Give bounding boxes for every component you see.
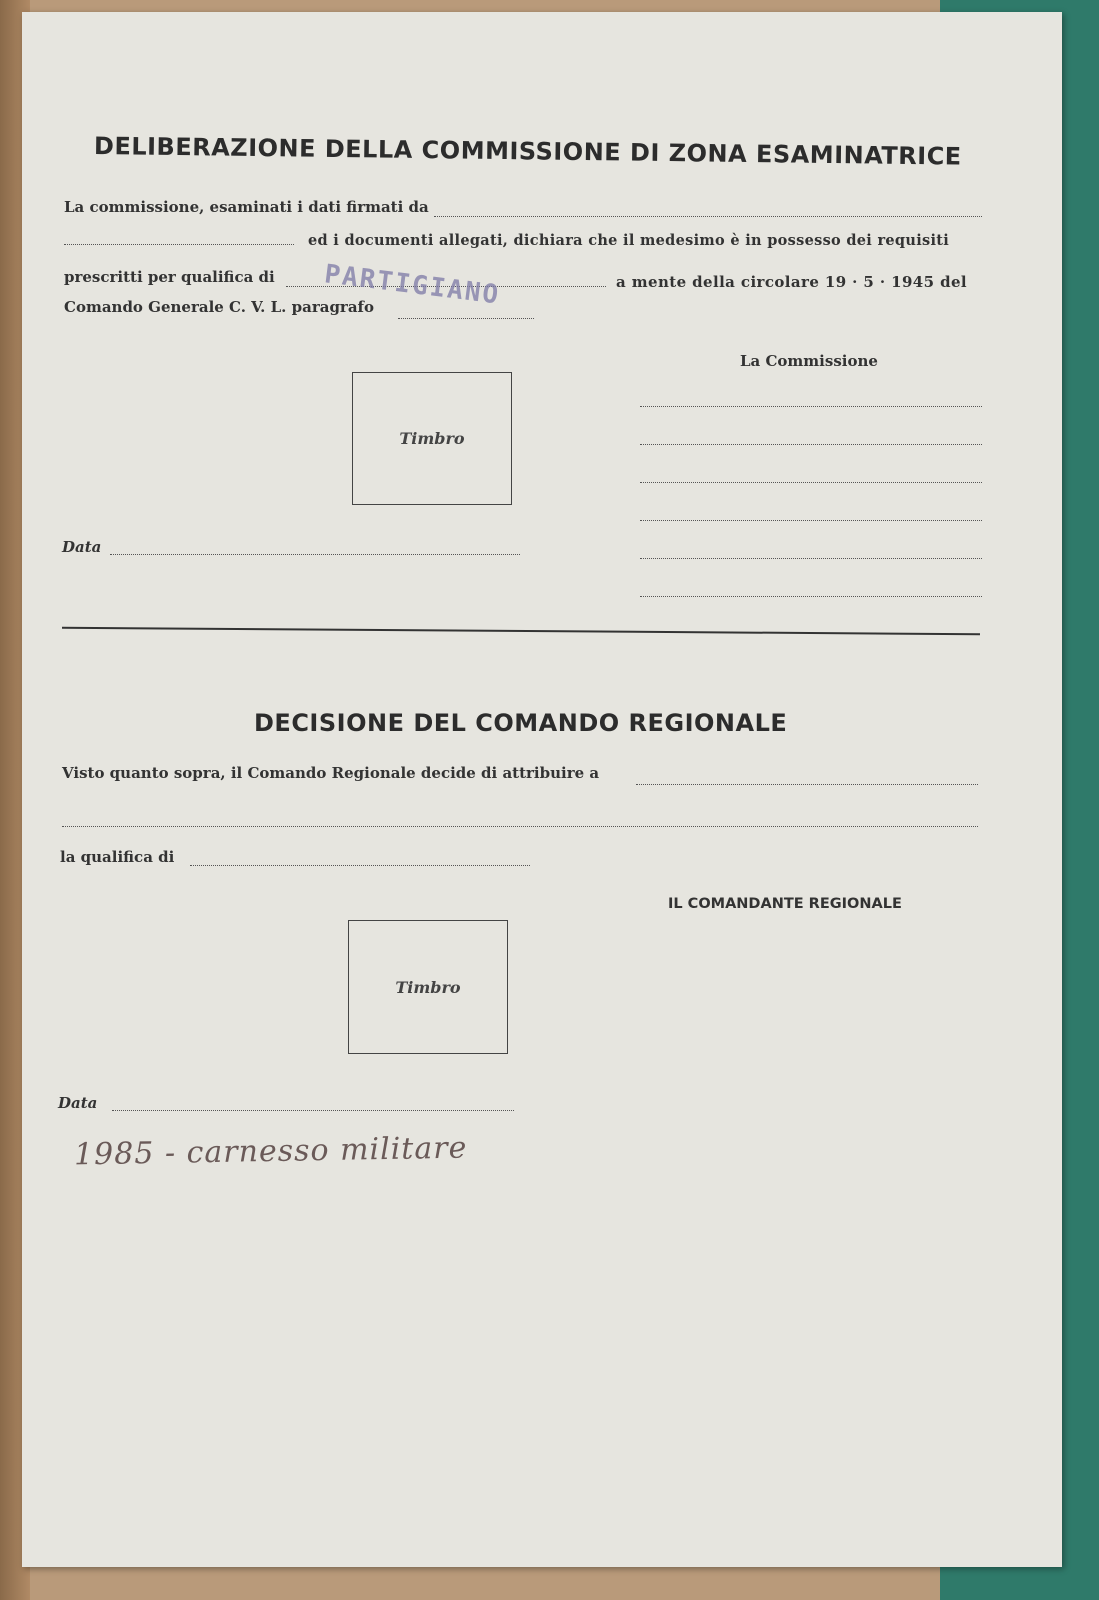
attribuire-field[interactable]: [636, 784, 978, 785]
handwritten-note: 1985 - carnesso militare: [73, 1130, 468, 1173]
commission-signature-line-3[interactable]: [640, 482, 982, 483]
commission-signature-line-1[interactable]: [640, 406, 982, 407]
s1-line2-text: ed i documenti allegati, dichiara che il medesimo è in possesso dei requisiti: [308, 232, 950, 249]
commander-label: IL COMANDANTE REGIONALE: [668, 896, 902, 912]
paragrafo-field[interactable]: [398, 318, 534, 319]
commission-signature-line-6[interactable]: [640, 596, 982, 597]
stamp-label-1: Timbro: [399, 429, 465, 448]
s2-line2-text: la qualifica di: [60, 848, 175, 866]
document-page: [22, 12, 1062, 1567]
s1-line1-text: La commissione, esaminati i dati firmati da: [64, 198, 429, 216]
attribuire-field-cont[interactable]: [62, 826, 978, 827]
date-field-2[interactable]: [112, 1110, 514, 1111]
s1-line3-end-text: a mente della circolare 19 · 5 · 1945 del: [616, 273, 968, 291]
qualifica-field-2[interactable]: [190, 865, 530, 866]
commission-label: La Commissione: [740, 352, 878, 370]
stamp-box-1: [352, 372, 512, 505]
partigiano-stamp: PARTIGIANO: [322, 259, 502, 311]
commission-signature-line-5[interactable]: [640, 558, 982, 559]
stamp-label-2: Timbro: [395, 977, 461, 997]
commission-signature-line-4[interactable]: [640, 520, 982, 521]
commission-signature-line-2[interactable]: [640, 444, 982, 445]
s1-line4-text: Comando Generale C. V. L. paragrafo: [64, 298, 375, 316]
section1-title: DELIBERAZIONE DELLA COMMISSIONE DI ZONA ESAMINATRICE: [93, 132, 962, 171]
s2-line1-text: Visto quanto sopra, il Comando Regionale decide di attribuire a: [62, 764, 600, 782]
signed-by-field[interactable]: [434, 216, 982, 217]
section2-title: DECISIONE DEL COMANDO REGIONALE: [254, 709, 788, 737]
stamp-box-2: [348, 920, 508, 1054]
section-divider: [62, 627, 980, 635]
date-field-1[interactable]: [110, 554, 520, 555]
date-label-1: Data: [62, 538, 102, 556]
s1-line3-start-text: prescritti per qualifica di: [64, 268, 275, 286]
date-label-2: Data: [58, 1094, 98, 1112]
signed-by-field-cont[interactable]: [64, 244, 294, 245]
